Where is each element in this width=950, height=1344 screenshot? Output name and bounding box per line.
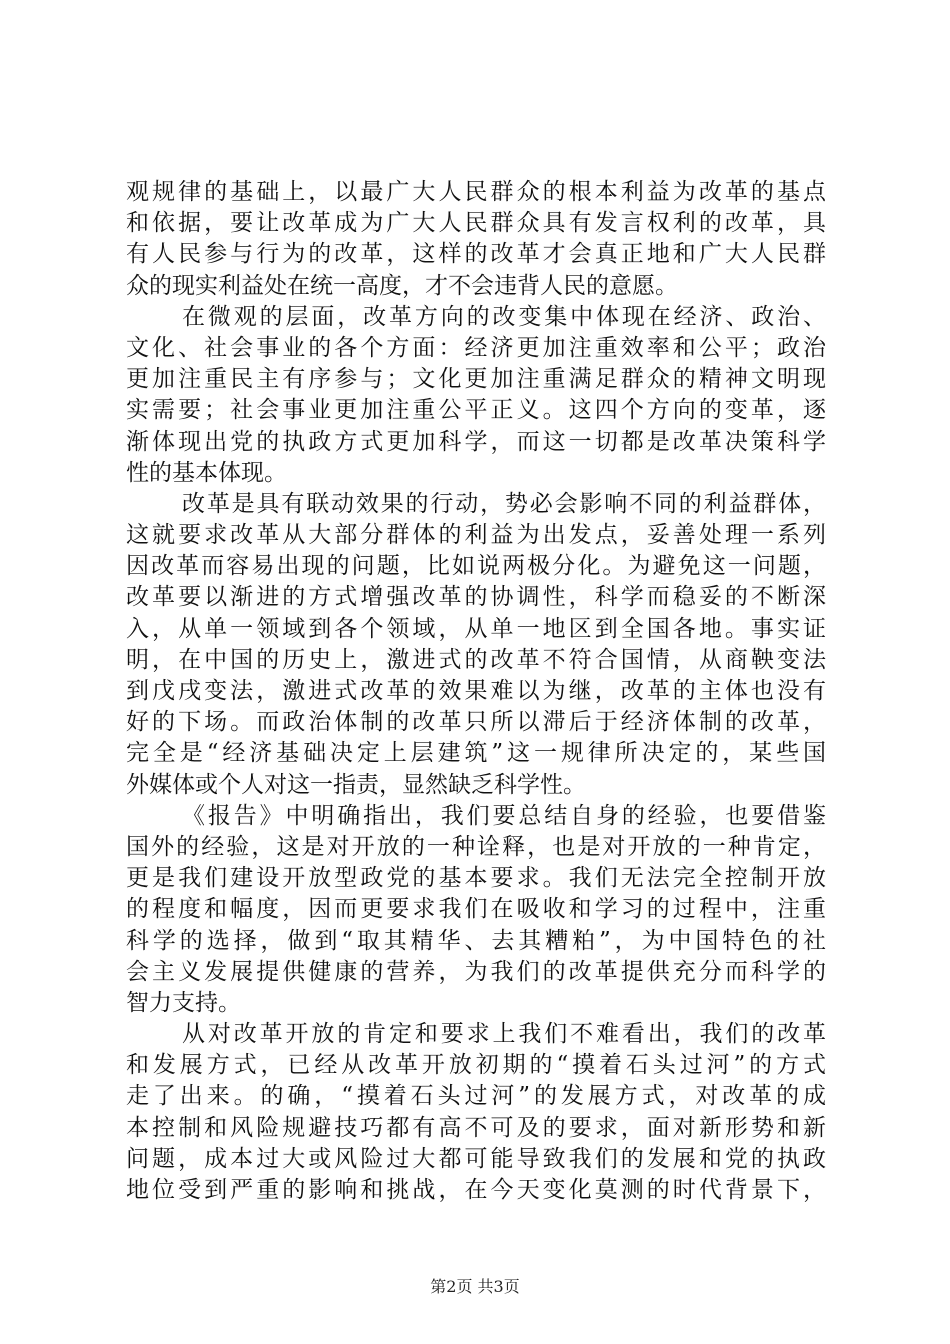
text-line: 地位受到严重的影响和挑战，在今天变化莫测的时代背景下， bbox=[126, 1177, 826, 1203]
page-footer: 第2页 共3页 bbox=[430, 1277, 520, 1296]
text-line: 这就要求改革从大部分群体的利益为出发点，妥善处理一系列 bbox=[126, 522, 826, 549]
text-line: 在微观的层面，改革方向的改变集中体现在经济、政治、 bbox=[182, 303, 826, 330]
text-line: 国外的经验，这是对开放的一种诠释，也是对开放的一种肯定， bbox=[126, 833, 826, 860]
text-line: 有人民参与行为的改革，这样的改革才会真正地和广大人民群 bbox=[126, 241, 826, 268]
text-line: 和依据，要让改革成为广大人民群众具有发言权利的改革，具 bbox=[126, 210, 826, 237]
text-line: 明，在中国的历史上，激进式的改革不符合国情，从商鞅变法 bbox=[126, 646, 826, 673]
document-body bbox=[126, 177, 826, 1206]
text-line: 会主义发展提供健康的营养，为我们的改革提供充分而科学的 bbox=[126, 958, 826, 985]
text-line: 观规律的基础上，以最广大人民群众的根本利益为改革的基点 bbox=[126, 179, 826, 205]
text-line: 入，从单一领域到各个领域，从单一地区到全国各地。事实证 bbox=[126, 615, 826, 642]
text-line: 和发展方式，已经从改革开放初期的“摸着石头过河”的方式 bbox=[126, 1052, 826, 1079]
text-line: 渐体现出党的执政方式更加科学，而这一切都是改革决策科学 bbox=[126, 428, 826, 455]
text-line: 到戊戌变法，激进式改革的效果难以为继，改革的主体也没有 bbox=[126, 678, 826, 704]
text-line: 从对改革开放的肯定和要求上我们不难看出，我们的改革 bbox=[182, 1021, 826, 1048]
text-line: 实需要；社会事业更加注重公平正义。这四个方向的变革，逐 bbox=[126, 397, 826, 424]
text-line: 因改革而容易出现的问题，比如说两极分化。为避免这一问题， bbox=[126, 553, 826, 580]
text-line: 好的下场。而政治体制的改革只所以滞后于经济体制的改革， bbox=[126, 709, 826, 736]
text-line: 走了出来。的确，“摸着石头过河”的发展方式，对改革的成 bbox=[126, 1083, 826, 1110]
text-line: 外媒体或个人对这一指责，显然缺乏科学性。 bbox=[126, 771, 586, 798]
text-line: 改革要以渐进的方式增强改革的协调性，科学而稳妥的不断深 bbox=[126, 584, 826, 611]
text-line: 智力支持。 bbox=[126, 989, 241, 1016]
text-line: 科学的选择，做到“取其精华、去其糟粕”，为中国特色的社 bbox=[126, 927, 826, 954]
text-line: 改革是具有联动效果的行动，势必会影响不同的利益群体， bbox=[182, 490, 826, 517]
text-line: 性的基本体现。 bbox=[126, 459, 287, 486]
text-line: 问题，成本过大或风险过大都可能导致我们的发展和党的执政 bbox=[126, 1145, 826, 1172]
text-line: 更加注重民主有序参与；文化更加注重满足群众的精神文明现 bbox=[126, 366, 826, 393]
text-line: 的程度和幅度，因而更要求我们在吸收和学习的过程中，注重 bbox=[126, 896, 826, 923]
text-line: 众的现实利益处在统一高度，才不会违背人民的意愿。 bbox=[126, 272, 678, 299]
text-line: 更是我们建设开放型政党的基本要求。我们无法完全控制开放 bbox=[126, 865, 826, 892]
text-line: 文化、社会事业的各个方面：经济更加注重效率和公平；政治 bbox=[126, 334, 826, 361]
text-line: 《报告》中明确指出，我们要总结自身的经验，也要借鉴 bbox=[182, 802, 826, 829]
text-line: 完全是“经济基础决定上层建筑”这一规律所决定的，某些国 bbox=[126, 740, 826, 767]
text-line: 本控制和风险规避技巧都有高不可及的要求，面对新形势和新 bbox=[126, 1114, 826, 1141]
